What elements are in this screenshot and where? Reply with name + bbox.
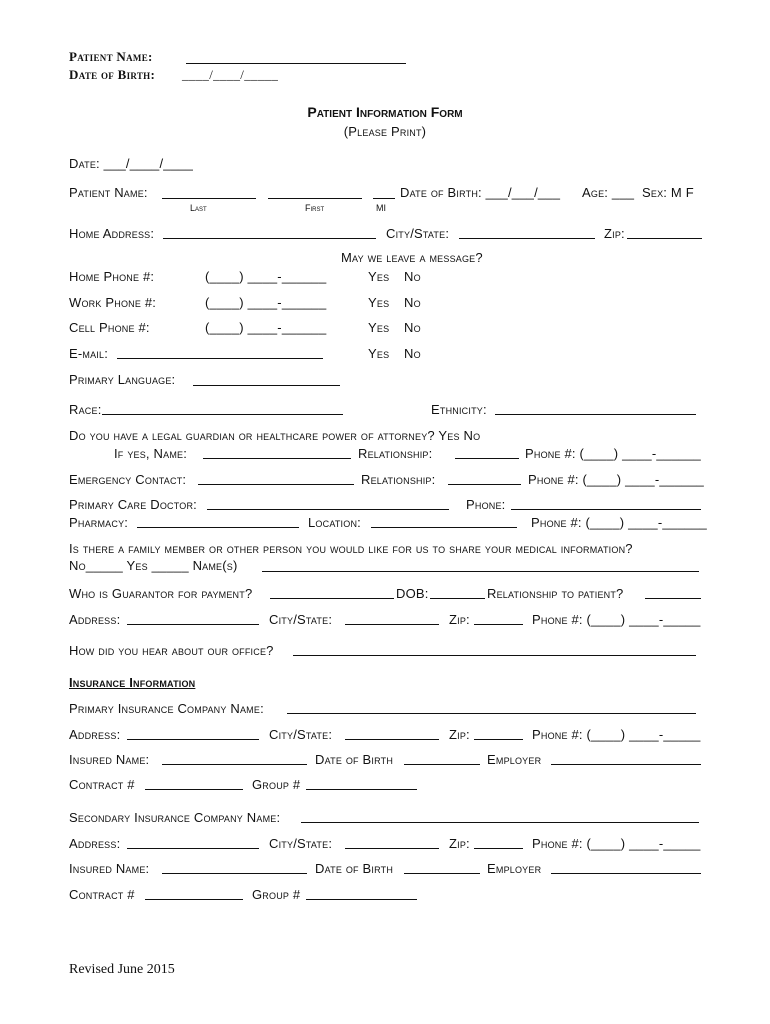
primary-employer-field[interactable] bbox=[551, 764, 701, 765]
last-label: Last bbox=[190, 203, 207, 213]
secondary-ins-address-field[interactable] bbox=[127, 848, 259, 849]
last-name-field[interactable] bbox=[162, 198, 256, 199]
primary-language-label: Primary Language: bbox=[69, 372, 176, 387]
home-phone-yes[interactable]: Yes bbox=[368, 269, 390, 284]
primary-group-field[interactable] bbox=[306, 789, 417, 790]
guarantor-relationship-label: Relationship to patient? bbox=[487, 586, 624, 601]
guardian-question[interactable]: Do you have a legal guardian or healthcare power of attorney? Yes No bbox=[69, 428, 481, 443]
primary-contract-field[interactable] bbox=[145, 789, 243, 790]
guardian-relationship-label: Relationship: bbox=[358, 446, 433, 461]
primary-ins-address-field[interactable] bbox=[127, 739, 259, 740]
secondary-insured-dob-label: Date of Birth bbox=[315, 861, 394, 876]
guarantor-address-label: Address: bbox=[69, 612, 121, 627]
secondary-ins-city-field[interactable] bbox=[345, 848, 439, 849]
primary-language-field[interactable] bbox=[193, 385, 340, 386]
emergency-contact-label: Emergency Contact: bbox=[69, 472, 187, 487]
home-phone-no[interactable]: No bbox=[404, 269, 421, 284]
age-field[interactable]: Age: ___ bbox=[582, 185, 635, 200]
primary-ins-city-field[interactable] bbox=[345, 739, 439, 740]
home-address-label: Home Address: bbox=[69, 226, 155, 241]
guarantor-zip-field[interactable] bbox=[474, 624, 523, 625]
referral-field[interactable] bbox=[293, 655, 696, 656]
secondary-ins-city-label: City/State: bbox=[269, 836, 333, 851]
primary-ins-zip-label: Zip: bbox=[449, 727, 470, 742]
emergency-relationship-label: Relationship: bbox=[361, 472, 436, 487]
guarantor-dob-label: DOB: bbox=[396, 586, 429, 601]
home-address-field[interactable] bbox=[163, 238, 376, 239]
patient-name-label: Patient Name: bbox=[69, 185, 148, 200]
secondary-employer-label: Employer bbox=[487, 861, 542, 876]
race-field[interactable] bbox=[102, 414, 343, 415]
secondary-ins-address-label: Address: bbox=[69, 836, 121, 851]
secondary-ins-zip-field[interactable] bbox=[474, 848, 523, 849]
patient-dob-field[interactable]: Date of Birth: ___/___/___ bbox=[400, 185, 561, 200]
primary-ins-phone-field[interactable]: Phone #: (____) ____-_____ bbox=[532, 727, 701, 742]
primary-contract-label: Contract # bbox=[69, 777, 135, 792]
primary-ins-zip-field[interactable] bbox=[474, 739, 523, 740]
pharmacy-location-field[interactable] bbox=[371, 527, 517, 528]
email-field[interactable] bbox=[117, 358, 323, 359]
pcp-phone-field[interactable] bbox=[511, 509, 701, 510]
mi-label: MI bbox=[376, 203, 386, 213]
work-phone-label: Work Phone #: bbox=[69, 295, 157, 310]
primary-insured-dob-label: Date of Birth bbox=[315, 752, 394, 767]
secondary-insurance-field[interactable] bbox=[301, 822, 699, 823]
primary-ins-city-label: City/State: bbox=[269, 727, 333, 742]
work-phone-field[interactable]: (____) ____-______ bbox=[205, 295, 327, 310]
sex-field[interactable]: Sex: M F bbox=[642, 185, 694, 200]
cell-phone-yes[interactable]: Yes bbox=[368, 320, 390, 335]
emergency-phone-field[interactable]: Phone #: (____) ____-______ bbox=[528, 472, 704, 487]
secondary-insured-dob-field[interactable] bbox=[404, 873, 480, 874]
header-patient-name-label: Patient Name: bbox=[69, 49, 153, 64]
emergency-contact-field[interactable] bbox=[198, 484, 354, 485]
first-label: First bbox=[305, 203, 325, 213]
secondary-group-field[interactable] bbox=[306, 899, 417, 900]
middle-initial-field[interactable] bbox=[373, 198, 395, 199]
primary-insurance-label: Primary Insurance Company Name: bbox=[69, 701, 264, 716]
guardian-name-label: If yes, Name: bbox=[114, 446, 188, 461]
guardian-relationship-field[interactable] bbox=[455, 458, 519, 459]
secondary-insured-name-field[interactable] bbox=[162, 873, 307, 874]
secondary-insurance-label: Secondary Insurance Company Name: bbox=[69, 810, 281, 825]
email-label: E-mail: bbox=[69, 346, 109, 361]
cell-phone-label: Cell Phone #: bbox=[69, 320, 150, 335]
guardian-phone-field[interactable]: Phone #: (____) ____-______ bbox=[525, 446, 701, 461]
insurance-heading: Insurance Information bbox=[69, 675, 196, 690]
pcp-field[interactable] bbox=[207, 509, 449, 510]
home-phone-field[interactable]: (____) ____-______ bbox=[205, 269, 327, 284]
guarantor-city-label: City/State: bbox=[269, 612, 333, 627]
first-name-field[interactable] bbox=[268, 198, 362, 199]
guarantor-field[interactable] bbox=[270, 598, 394, 599]
secondary-employer-field[interactable] bbox=[551, 873, 701, 874]
form-title: Patient Information Form bbox=[307, 104, 463, 120]
ethnicity-label: Ethnicity: bbox=[431, 402, 487, 417]
date-field[interactable]: Date: ___/____/____ bbox=[69, 156, 194, 171]
pcp-label: Primary Care Doctor: bbox=[69, 497, 197, 512]
guarantor-city-field[interactable] bbox=[345, 624, 439, 625]
secondary-insured-name-label: Insured Name: bbox=[69, 861, 150, 876]
guarantor-address-field[interactable] bbox=[127, 624, 259, 625]
home-phone-label: Home Phone #: bbox=[69, 269, 155, 284]
pharmacy-location-label: Location: bbox=[308, 515, 361, 530]
share-info-names-field[interactable] bbox=[262, 571, 699, 572]
referral-label: How did you hear about our office? bbox=[69, 643, 274, 658]
city-state-label: City/State: bbox=[386, 226, 450, 241]
primary-employer-label: Employer bbox=[487, 752, 542, 767]
work-phone-yes[interactable]: Yes bbox=[368, 295, 390, 310]
form-subtitle: (Please Print) bbox=[343, 124, 427, 139]
header-dob-label: Date of Birth: bbox=[69, 67, 156, 82]
work-phone-no[interactable]: No bbox=[404, 295, 421, 310]
primary-insurance-field[interactable] bbox=[287, 713, 696, 714]
guarantor-label: Who is Guarantor for payment? bbox=[69, 586, 253, 601]
secondary-contract-field[interactable] bbox=[145, 899, 243, 900]
share-info-question: Is there a family member or other person you would like for us to share your medical information? bbox=[69, 541, 633, 556]
revision-note: Revised June 2015 bbox=[69, 962, 175, 977]
city-state-field[interactable] bbox=[459, 238, 595, 239]
primary-group-label: Group # bbox=[252, 777, 301, 792]
emergency-relationship-field[interactable] bbox=[448, 484, 521, 485]
primary-insured-name-field[interactable] bbox=[162, 764, 307, 765]
guarantor-dob-field[interactable] bbox=[430, 598, 485, 599]
primary-insured-dob-field[interactable] bbox=[404, 764, 480, 765]
primary-ins-address-label: Address: bbox=[69, 727, 121, 742]
guarantor-relationship-field[interactable] bbox=[645, 598, 701, 599]
header-patient-name-field[interactable] bbox=[186, 63, 406, 64]
primary-insured-name-label: Insured Name: bbox=[69, 752, 150, 767]
secondary-contract-label: Contract # bbox=[69, 887, 135, 902]
header-dob-field[interactable]: ____/____/_____ bbox=[182, 67, 279, 82]
cell-phone-field[interactable]: (____) ____-______ bbox=[205, 320, 327, 335]
zip-field[interactable] bbox=[627, 238, 702, 239]
secondary-ins-zip-label: Zip: bbox=[449, 836, 470, 851]
guarantor-phone-field[interactable]: Phone #: (____) ____-_____ bbox=[532, 612, 701, 627]
email-no[interactable]: No bbox=[404, 346, 421, 361]
race-label: Race: bbox=[69, 402, 102, 417]
email-yes[interactable]: Yes bbox=[368, 346, 390, 361]
pcp-phone-label: Phone: bbox=[466, 497, 506, 512]
zip-label: Zip: bbox=[604, 226, 625, 241]
cell-phone-no[interactable]: No bbox=[404, 320, 421, 335]
leave-message-heading: May we leave a message? bbox=[341, 250, 483, 265]
pharmacy-phone-field[interactable]: Phone #: (____) ____-______ bbox=[531, 515, 707, 530]
ethnicity-field[interactable] bbox=[495, 414, 696, 415]
secondary-group-label: Group # bbox=[252, 887, 301, 902]
pharmacy-label: Pharmacy: bbox=[69, 515, 129, 530]
secondary-ins-phone-field[interactable]: Phone #: (____) ____-_____ bbox=[532, 836, 701, 851]
pharmacy-field[interactable] bbox=[137, 527, 299, 528]
guarantor-zip-label: Zip: bbox=[449, 612, 470, 627]
share-info-answer[interactable]: No_____ Yes _____ Name(s) bbox=[69, 558, 238, 573]
guardian-name-field[interactable] bbox=[203, 458, 351, 459]
